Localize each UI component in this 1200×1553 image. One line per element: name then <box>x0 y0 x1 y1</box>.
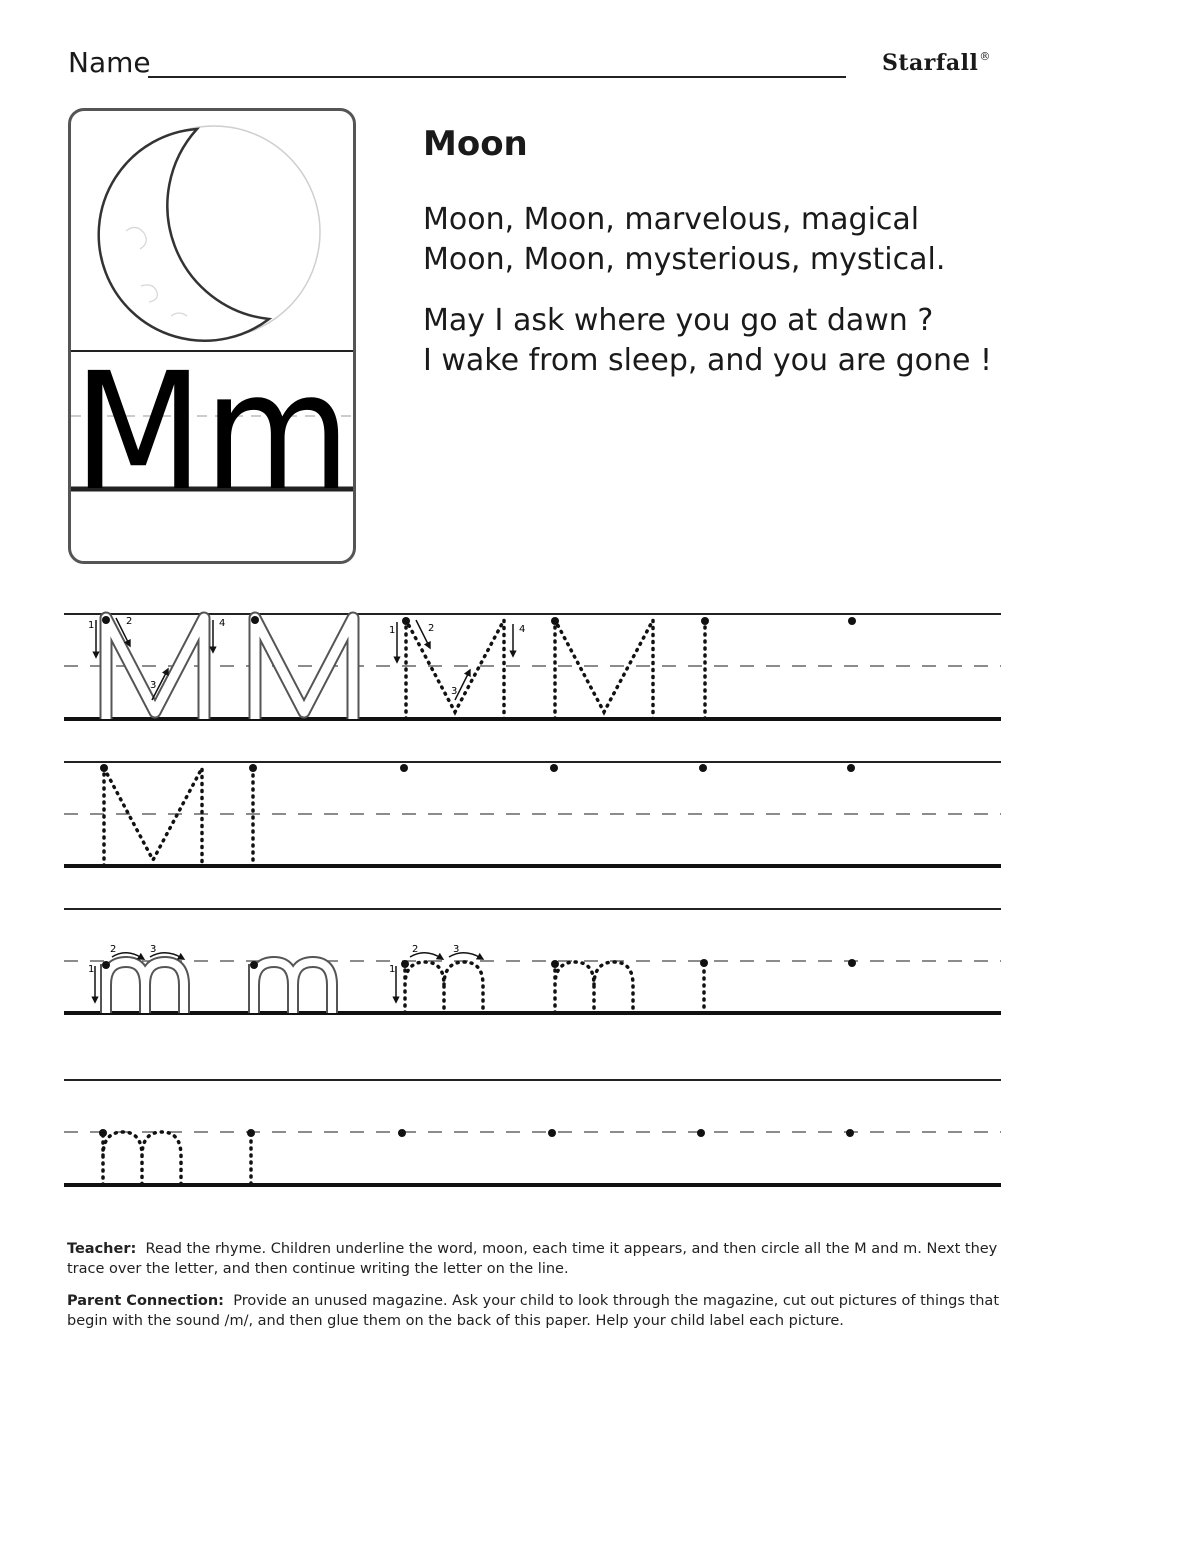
start-dot <box>249 764 257 772</box>
stroke-number: 2 <box>428 623 435 634</box>
start-dot <box>700 959 708 967</box>
dotted-letter-m <box>551 960 633 1013</box>
practice-row-2[interactable] <box>64 762 1001 866</box>
dotted-letter-M <box>389 617 525 719</box>
rhyme-title: Moon <box>423 124 528 164</box>
parent-text: Provide an unused magazine. Ask your child to look through the magazine, cut out pictures of things that begin with the sound /m/, and then glue them on the back of this paper. Help your child label each picture. <box>67 1293 999 1329</box>
start-dot <box>699 764 707 772</box>
traced-letter-m <box>250 961 332 1013</box>
start-dot <box>701 617 709 625</box>
dotted-letter-m <box>99 1129 181 1185</box>
stroke-number: 1 <box>389 964 396 975</box>
start-dot <box>548 1129 556 1137</box>
parent-note <box>67 1291 1027 1331</box>
name-label: Name <box>68 46 151 79</box>
stroke-number: 3 <box>451 686 458 697</box>
start-dot <box>550 764 558 772</box>
teacher-label: Teacher: <box>67 1241 137 1257</box>
stroke-number: 2 <box>126 616 133 627</box>
stroke-number: 2 <box>412 944 419 955</box>
start-dot <box>848 617 856 625</box>
parent-label: Parent Connection: <box>67 1293 224 1309</box>
rhyme-line: May I ask where you go at dawn ? <box>423 303 934 338</box>
stroke-number: 4 <box>519 624 526 635</box>
stroke-number: 3 <box>150 680 157 691</box>
stroke-number: 3 <box>453 944 460 955</box>
teacher-text: Read the rhyme. Children underline the word, moon, each time it appears, and then circle all the M and m. Next they trace over the letter, and then continue writing the letter on the line. <box>67 1241 998 1277</box>
brand-name: Starfall <box>882 50 979 76</box>
rhyme-line: I wake from sleep, and you are gone ! <box>423 343 993 378</box>
dotted-letter-M <box>551 617 653 719</box>
rhyme-line: Moon, Moon, mysterious, mystical. <box>423 242 946 277</box>
rhyme-line: Moon, Moon, marvelous, magical <box>423 202 920 237</box>
stroke-number: 1 <box>389 625 396 636</box>
start-dot <box>846 1129 854 1137</box>
traced-letter-M <box>251 616 353 719</box>
traced-letter-M <box>88 616 225 719</box>
traced-letter-m <box>88 944 184 1013</box>
stroke-number: 1 <box>88 964 95 975</box>
stroke-number: 4 <box>219 618 226 629</box>
card-letters: Mm <box>73 339 351 527</box>
teacher-note <box>67 1239 1027 1279</box>
start-dot <box>398 1129 406 1137</box>
start-dot <box>697 1129 705 1137</box>
start-dot <box>847 764 855 772</box>
stroke-number: 3 <box>150 944 157 955</box>
practice-row-3[interactable] <box>64 909 1001 1013</box>
practice-row-4[interactable] <box>64 1080 1001 1185</box>
start-dot <box>848 959 856 967</box>
practice-row-1[interactable] <box>64 614 1001 719</box>
dotted-letter-M <box>100 764 202 866</box>
start-dot <box>400 764 408 772</box>
stroke-number: 1 <box>88 620 95 631</box>
dotted-letter-m <box>389 944 483 1013</box>
start-dot <box>247 1129 255 1137</box>
stroke-number: 2 <box>110 944 117 955</box>
registered-mark: ® <box>979 50 991 63</box>
